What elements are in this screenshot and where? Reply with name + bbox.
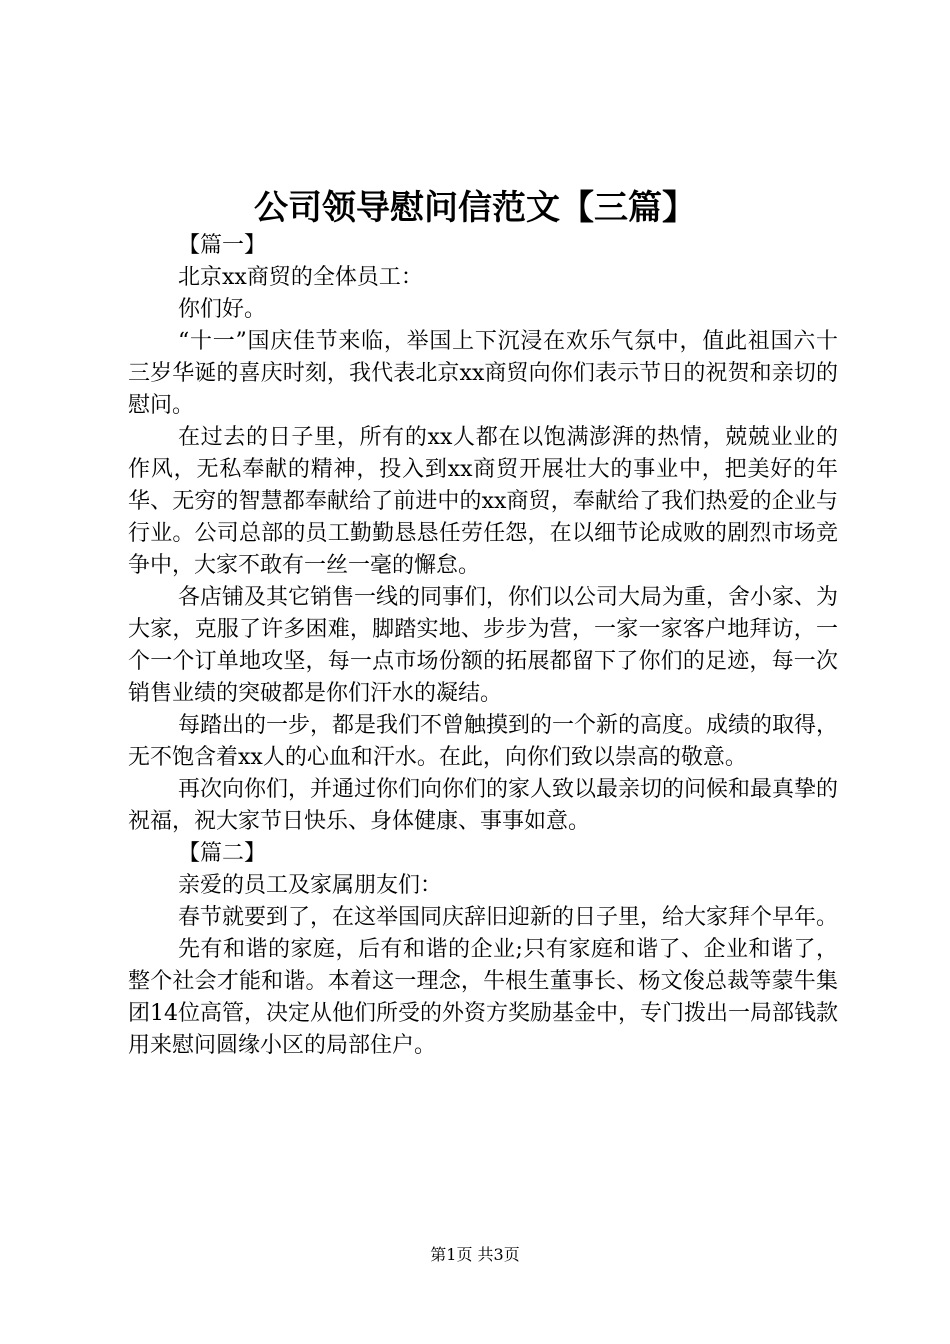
paragraph: “十一”国庆佳节来临，举国上下沉浸在欢乐气氛中，值此祖国六十三岁华诞的喜庆时刻，我代表北京xx商贸向你们表示节日的祝贺和亲切的慰问。	[128, 329, 838, 418]
document-title: 公司领导慰问信范文【三篇】	[254, 188, 696, 228]
salutation: 亲爱的员工及家属朋友们：	[178, 873, 443, 898]
section-heading: 【篇二】	[178, 841, 267, 866]
paragraph: 每踏出的一步，都是我们不曾触摸到的一个新的高度。成绩的取得，无不饱含着xx人的心血和汗水。在此，向你们致以崇高的敬意。	[128, 713, 839, 770]
document-body	[128, 230, 838, 1062]
page-footer: 第1页 共3页	[430, 1245, 520, 1264]
section-heading: 【篇一】	[178, 233, 267, 258]
salutation: 北京xx商贸的全体员工：	[178, 265, 423, 290]
paragraph: 再次向你们，并通过你们向你们的家人致以最亲切的问候和最真挚的祝福，祝大家节日快乐、身体健康、事事如意。	[128, 777, 839, 834]
paragraph: 先有和谐的家庭，后有和谐的企业;只有家庭和谐了、企业和谐了，整个社会才能和谐。本着这一理念，牛根生董事长、杨文俊总裁等蒙牛集团14位高管，决定从他们所受的外资方奖励基金中，专门拨出一局部钱款用来慰问圆缘小区的局部住户。	[128, 937, 838, 1058]
greeting: 你们好。	[178, 297, 267, 322]
paragraph: 在过去的日子里，所有的xx人都在以饱满澎湃的热情，兢兢业业的作风，无私奉献的精神，投入到xx商贸开展壮大的事业中，把美好的年华、无穷的智慧都奉献给了前进中的xx商贸，奉献给了我们热爱的企业与行业。公司总部的员工勤勤恳恳任劳任怨，在以细节论成败的剧烈市场竞争中，大家不敢有一丝一毫的懈怠。	[128, 425, 838, 578]
paragraph: 各店铺及其它销售一线的同事们，你们以公司大局为重，舍小家、为大家，克服了许多困难，脚踏实地、步步为营，一家一家客户地拜访，一个一个订单地攻坚，每一点市场份额的拓展都留下了你们的足迹，每一次销售业绩的突破都是你们汗水的凝结。	[128, 585, 839, 706]
paragraph: 春节就要到了，在这举国同庆辞旧迎新的日子里，给大家拜个早年。	[178, 905, 839, 930]
